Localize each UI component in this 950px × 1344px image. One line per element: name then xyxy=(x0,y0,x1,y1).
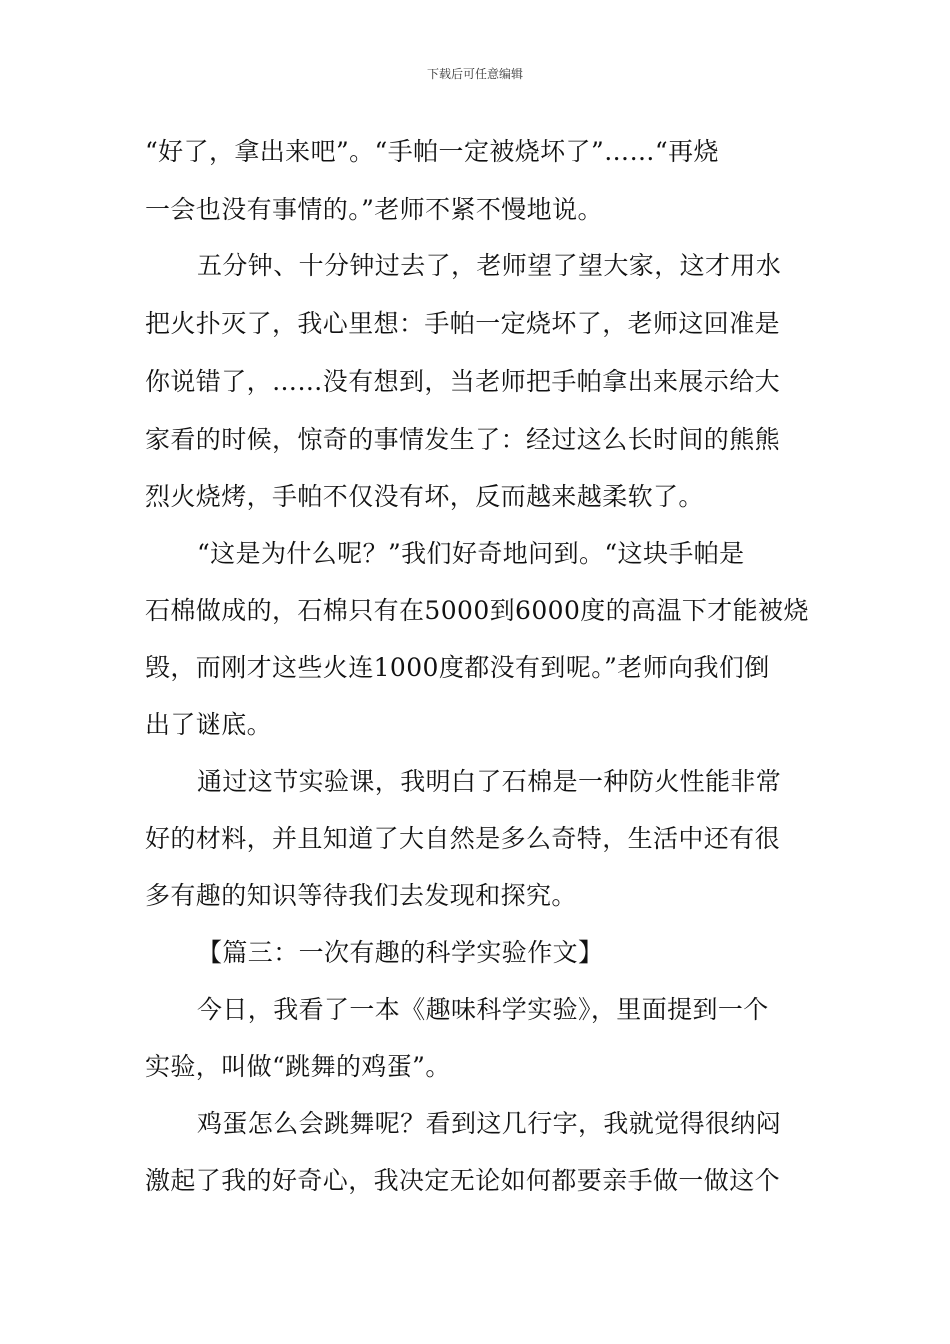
text-line: “这是为什么呢？”我们好奇地问到。“这块手帕是 xyxy=(197,539,745,568)
text-line: 激起了我的好奇心，我决定无论如何都要亲手做一做这个 xyxy=(145,1166,781,1195)
text-line: 五分钟、十分钟过去了，老师望了望大家，这才用水 xyxy=(197,251,782,280)
text-line: 实验，叫做“跳舞的鸡蛋”。 xyxy=(145,1052,451,1081)
text-line: 你说错了，……没有想到，当老师把手帕拿出来展示给大 xyxy=(145,367,781,396)
text-line: 毁，而刚才这些火连1000度都没有到呢。”老师向我们倒 xyxy=(145,653,770,682)
page-header: 下载后可任意编辑 xyxy=(426,67,523,81)
text-line: 家看的时候，惊奇的事情发生了：经过这么长时间的熊熊 xyxy=(145,425,781,454)
section-heading: 【篇三：一次有趣的科学实验作文】 xyxy=(197,938,604,967)
text-line: 通过这节实验课，我明白了石棉是一种防火性能非常 xyxy=(197,767,782,796)
text-line: 烈火烧烤，手帕不仅没有坏，反而越来越柔软了。 xyxy=(145,482,704,511)
text-line: 石棉做成的，石棉只有在5000到6000度的高温下才能被烧 xyxy=(145,596,809,625)
text-line: 多有趣的知识等待我们去发现和探究。 xyxy=(145,881,577,910)
text-line: 今日，我看了一本《趣味科学实验》，里面提到一个 xyxy=(197,995,769,1024)
text-line: 好的材料，并且知道了大自然是多么奇特，生活中还有很 xyxy=(145,824,781,853)
text-line: “好了，拿出来吧”。“手帕一定被烧坏了”……“再烧 xyxy=(145,137,719,166)
text-line: 鸡蛋怎么会跳舞呢？看到这几行字，我就觉得很纳闷 xyxy=(197,1109,782,1138)
text-line: 把火扑灭了，我心里想：手帕一定烧坏了，老师这回准是 xyxy=(145,309,781,338)
text-line: 出了谜底。 xyxy=(145,710,273,739)
text-line: 一会也没有事情的。”老师不紧不慢地说。 xyxy=(145,195,603,224)
